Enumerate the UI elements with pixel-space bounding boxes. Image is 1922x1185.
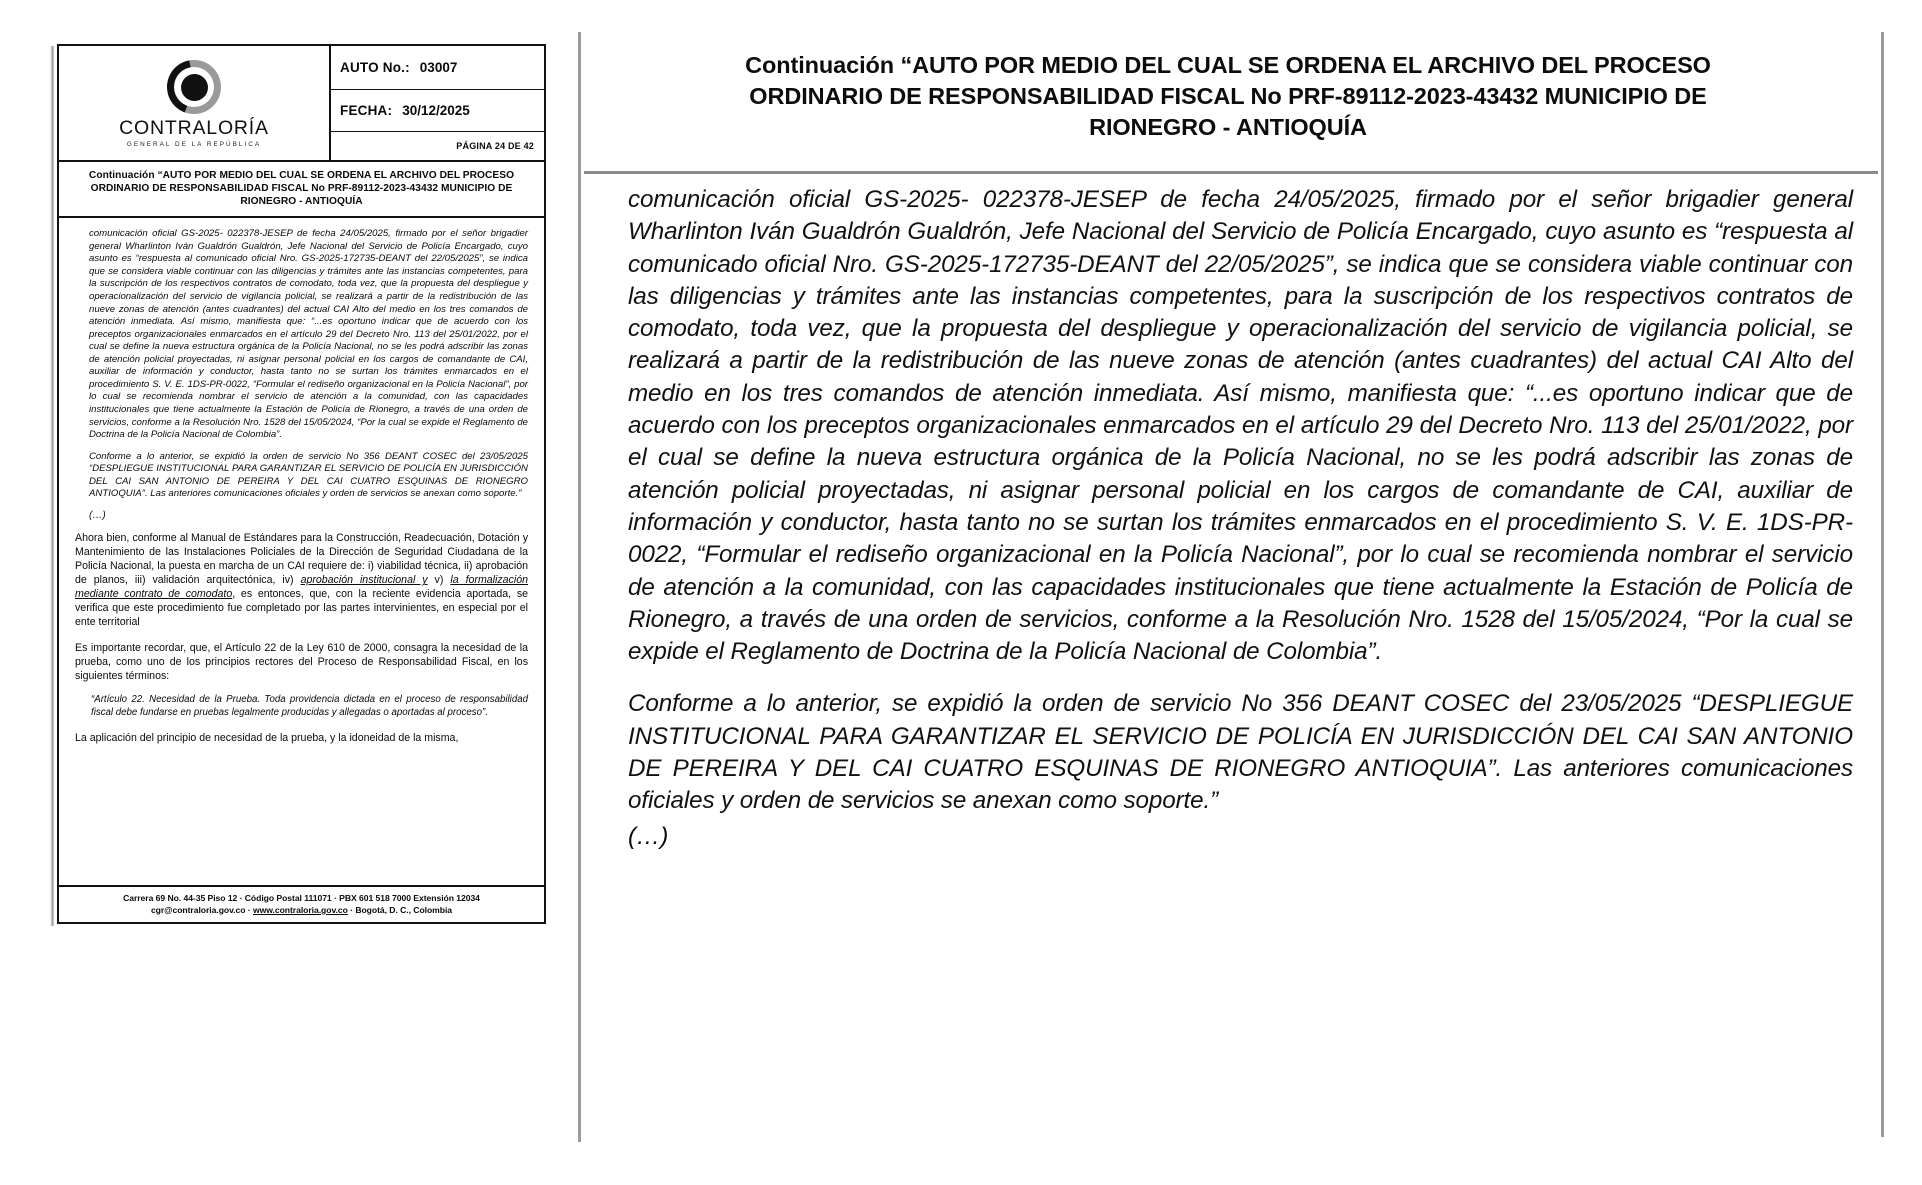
zoomed-page-view: [578, 32, 1898, 1162]
quote-paragraph-2: Conforme a lo anterior, se expidió la orden de servicio No 356 DEANT COSEC del 23/05/2025 “DESPLIEGUE INSTITUCIONAL PARA GARANTIZAR EL SERVICIO DE POLICÍA EN JURISDICCIÓN DEL CAI SAN ANTONIO DE PEREIRA Y DEL CAI CUATRO ESQUINAS DE RIONEGRO ANTIOQUIA”. Las anteriores comunicaciones oficiales y orden de servicios se anexan como soporte.”: [89, 450, 528, 500]
auto-number-row: [331, 46, 544, 90]
document-title-band: [59, 162, 544, 218]
document-title-line-2: ORDINARIO DE RESPONSABILIDAD FISCAL No PRF-89112-2023-43432 MUNICIPIO DE: [90, 183, 513, 195]
contraloria-logo-icon: [167, 60, 221, 114]
paragraph-4: Es importante recordar, que, el Artículo 22 de la Ley 610 de 2000, consagra la necesidad de la prueba, como uno de los principios rectores del Proceso de Responsabilidad Fiscal, en los siguientes términos:: [75, 641, 528, 682]
article-22-quote: “Artículo 22. Necesidad de la Prueba. Toda providencia dictada en el proceso de responsabilidad fiscal debe fundarse en pruebas legalmente producidas y allegadas o aportadas al proceso”.: [91, 693, 528, 718]
zoom-title-line-1: Continuación “AUTO POR MEDIO DEL CUAL SE ORDENA EL ARCHIVO DEL PROCESO: [745, 52, 1711, 78]
fecha-label: FECHA:: [340, 103, 393, 118]
footer-city: · Bogotá, D. C., Colombia: [347, 904, 453, 915]
zoom-title-line-2: ORDINARIO DE RESPONSABILIDAD FISCAL No PRF-89112-2023-43432 MUNICIPIO DE: [749, 83, 1707, 110]
zoom-ellipsis: (…): [628, 822, 669, 850]
zoom-paragraph-2: Conforme a lo anterior, se expidió la orden de servicio No 356 DEANT COSEC del 23/05/2025 “DESPLIEGUE INSTITUCIONAL PARA GARANTIZAR EL SERVICIO DE POLICÍA EN JURISDICCIÓN DEL CAI SAN ANTONIO DE PEREIRA Y DEL CAI CUATRO ESQUINAS DE RIONEGRO ANTIOQUIA”. Las anteriores comunicaciones oficiales y orden de servicios se anexan como soporte.”: [628, 690, 1853, 815]
footer-contact-line: [65, 904, 538, 916]
pagina-row: [331, 132, 544, 162]
paragraph-3-post: , es entonces, que, con la reciente evidencia aportada, se verifica que este procedimiento fue completado por las partes intervinientes, en especial por el ente territorial: [75, 588, 529, 629]
fecha-value: 30/12/2025: [402, 103, 470, 118]
quote-paragraph-1: comunicación oficial GS-2025- 022378-JESEP de fecha 24/05/2025, firmado por el señor brigadier general Wharlinton Iván Gualdrón Gualdrón, Jefe Nacional del Servicio de Policía Encargado, cuyo asunto es “respuesta al comunicado oficial Nro. GS-2025-172735-DEANT del 22/05/2025”, se indica que se considera viable continuar con las diligencias y trámites ante las instancias competentes, para la suscripción de los respectivos contratos de comodato, toda vez, que la propuesta del despliegue y operacionalización del servicio de vigilancia policial, se realizará a partir de la redistribución de las nueve zonas de atención (antes cuadrantes) del actual CAI Alto del medio en los tres comandos de atención inmediata. Así mismo, manifiesta que: “...es oportuno indicar que de acuerdo con los preceptos organizacionales enmarcados en el artículo 29 del Decreto Nro. 113 del 25/01/2022, por el cual se define la nueva estructura orgánica de la Policía Nacional, no se les podrá adscribir las zonas de atención policial proyectadas, ni asignar personal policial en los cargos de comandante de CAI, auxiliar de información y conductor, hasta tanto no se surtan los trámites enmarcados en el procedimiento S. V. E. 1DS-PR-0022, “Formular el rediseño organizacional en la Policía Nacional”, por lo cual se recomienda nombrar el servicio de atención a la comunidad, con las capacidades institucionales que tiene actualmente la Estación de Policía de Rionegro, a través de una orden de servicios, conforme a la Resolución Nro. 1528 del 15/05/2024, “Por la cual se expide el Reglamento de Doctrina de la Policía Nacional de Colombia”.: [89, 228, 528, 441]
fecha-row: [331, 90, 544, 132]
footer-website-link[interactable]: www.contraloria.gov.co: [252, 904, 348, 915]
document-page: [57, 44, 546, 924]
footer-email: cgr@contraloria.gov.co ·: [150, 904, 253, 915]
logo-subtitle: GENERAL DE LA REPÚBLICA: [126, 140, 262, 148]
zoom-title-block: [578, 50, 1878, 143]
zoom-title-underline: [584, 171, 1878, 174]
zoom-paragraph-spacer: [628, 668, 1853, 688]
page-number-text: PÁGINA 24 DE 42: [456, 141, 534, 151]
paragraph-3-mid: v): [427, 574, 451, 587]
zoom-title-line-3: RIONEGRO - ANTIOQUÍA: [1089, 114, 1367, 141]
header-fields-cell: [331, 46, 544, 162]
zoom-border-left: [578, 32, 581, 1142]
paragraph-3-pre: Ahora bien, conforme al Manual de Estándares para la Construcción, Readecuación, Dotación y Mantenimiento de las Instalaciones Policiales de la Dirección de Seguridad Ciudadana de la Policía Nacional, la puesta en marcha de un CAI requiere de: i) viabilidad técnica, ii) aprobación de planos, iii) validación arquitectónica, iv): [75, 531, 528, 587]
auto-number-value: 03007: [419, 60, 458, 75]
document-title-line-1: Continuación “AUTO POR MEDIO DEL CUAL SE ORDENA EL ARCHIVO DEL PROCESO: [88, 170, 515, 181]
zoom-paragraph-1: comunicación oficial GS-2025- 022378-JESEP de fecha 24/05/2025, firmado por el señor brigadier general Wharlinton Iván Gualdrón Gualdrón, Jefe Nacional del Servicio de Policía Encargado, cuyo asunto es “respuesta al comunicado oficial Nro. GS-2025-172735-DEANT del 22/05/2025”, se indica que se considera viable continuar con las diligencias y trámites ante las instancias competentes, para la suscripción de los respectivos contratos de comodato, toda vez, que la propuesta del despliegue y operacionalización del servicio de vigilancia policial, se realizará a partir de la redistribución de las nueve zonas de atención (antes cuadrantes) del actual CAI Alto del medio en los tres comandos de atención inmediata. Así mismo, manifiesta que: “...es oportuno indicar que de acuerdo con los preceptos organizacionales enmarcados en el artículo 29 del Decreto Nro. 113 del 25/01/2022, por el cual se define la nueva estructura orgánica de la Policía Nacional, no se les podrá adscribir las zonas de atención policial proyectadas, ni asignar personal policial en los cargos de comandante de CAI, auxiliar de información y conductor, hasta tanto no se surtan los trámites enmarcados en el procedimiento S. V. E. 1DS-PR-0022, “Formular el rediseño organizacional en la Policía Nacional”, por lo cual se recomienda nombrar el servicio de atención a la comunidad, con las capacidades institucionales que tiene actualmente la Estación de Policía de Rionegro, a través de una orden de servicios, conforme a la Resolución Nro. 1528 del 15/05/2024, “Por la cual se expide el Reglamento de Doctrina de la Policía Nacional de Colombia”.: [628, 186, 1853, 666]
document-title-line-3: RIONEGRO - ANTIOQUÍA: [240, 196, 363, 208]
logo-wordmark: CONTRALORÍA: [119, 117, 269, 140]
paragraph-3-underline-1: aprobación institucional y: [300, 574, 428, 587]
auto-number-label: AUTO No.:: [340, 60, 410, 75]
document-body: [59, 218, 544, 910]
document-footer: [57, 885, 546, 924]
scan-edge-artifact: [50, 46, 54, 926]
footer-address-line: Carrera 69 No. 44-35 Piso 12 · Código Postal 111071 · PBX 601 518 7000 Extensión 12034: [123, 892, 480, 903]
zoom-border-right: [1881, 32, 1884, 1137]
paragraph-5: La aplicación del principio de necesidad de la prueba, y la idoneidad de la misma,: [75, 731, 459, 744]
document-header-table: [59, 46, 544, 162]
paragraph-3: [75, 531, 528, 630]
header-logo-cell: [59, 46, 331, 162]
zoom-body: [628, 184, 1853, 876]
quote-ellipsis: (…): [89, 509, 106, 521]
paragraph-3-underline-2: la formalización mediante contrato de comodato: [75, 574, 528, 601]
